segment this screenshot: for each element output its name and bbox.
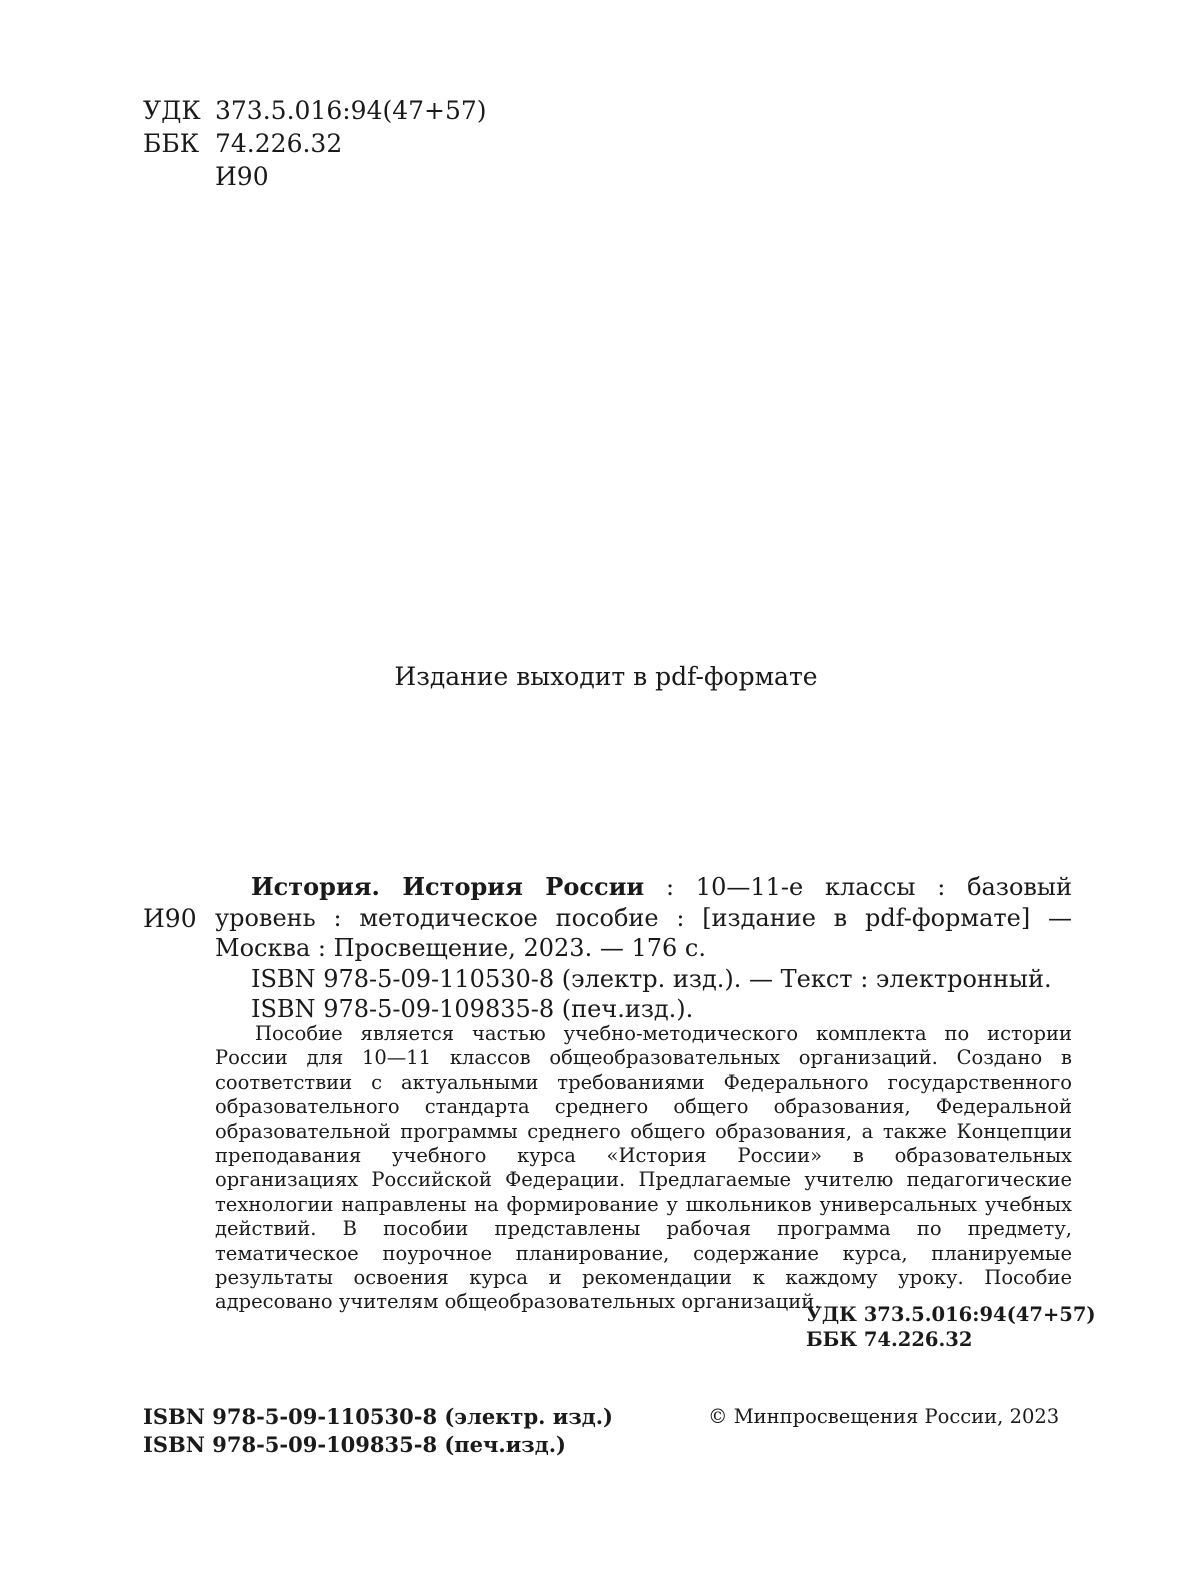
format-notice: Издание выходит в pdf-формате	[394, 662, 818, 691]
bbk-label: ББК	[143, 129, 200, 158]
record-classification	[806, 1302, 1096, 1352]
record-author-mark: И90	[143, 904, 197, 933]
abstract: Пособие является частью учебно-методического комплекта по истории России для 10—11 классов общеобразовательных организаций. Создано в соответствии с актуальными требованиями Федерального государственного образовательного стандарта среднего общего образования, Федеральной образовательной программы среднего общего образования, а также Концепции преподавания учебного курса «История России» в образовательных организациях Российской Федерации. Предлагаемые учителю педагогические технологии направлены на формирование у школьников универсальных учебных действий. В пособии представлены рабочая программа по предмету, тематическое поурочное планирование, содержание курса, планируемые результаты освоения курса и рекомендации к каждому уроку. Пособие адресовано учителям общеобразовательных организаций.	[215, 1022, 1072, 1314]
bbk-value: 74.226.32	[215, 129, 343, 158]
record-title-block	[215, 872, 1072, 964]
record-isbn-electronic: ISBN 978-5-09-110530-8 (электр. изд.). — Текст : электронный.	[251, 964, 1052, 993]
udk-row	[143, 94, 487, 127]
footer-isbn-print: ISBN 978-5-09-109835-8 (печ.изд.)	[143, 1432, 566, 1457]
udk-label: УДК	[143, 96, 201, 125]
record-bbk: ББК 74.226.32	[806, 1328, 973, 1351]
copyright: © Минпросвещения России, 2023	[708, 1405, 1060, 1428]
record-udk: УДК 373.5.016:94(47+57)	[806, 1303, 1096, 1326]
footer-isbn	[143, 1403, 613, 1459]
record-description: : 10—11-е классы : базовый уровень : методическое пособие : [издание в pdf-формате] — Москва : Просвещение, 2023. — 176 с.	[215, 873, 1072, 962]
footer-isbn-electronic: ISBN 978-5-09-110530-8 (электр. изд.)	[143, 1404, 613, 1429]
record-isbn-print: ISBN 978-5-09-109835-8 (печ.изд.).	[251, 995, 694, 1023]
udk-value: 373.5.016:94(47+57)	[215, 96, 487, 125]
bbk-row	[143, 127, 487, 160]
author-mark: И90	[215, 162, 269, 191]
bibliographic-record	[215, 872, 1072, 1025]
record-title: История. История России	[251, 872, 645, 901]
classification-codes	[143, 94, 487, 193]
